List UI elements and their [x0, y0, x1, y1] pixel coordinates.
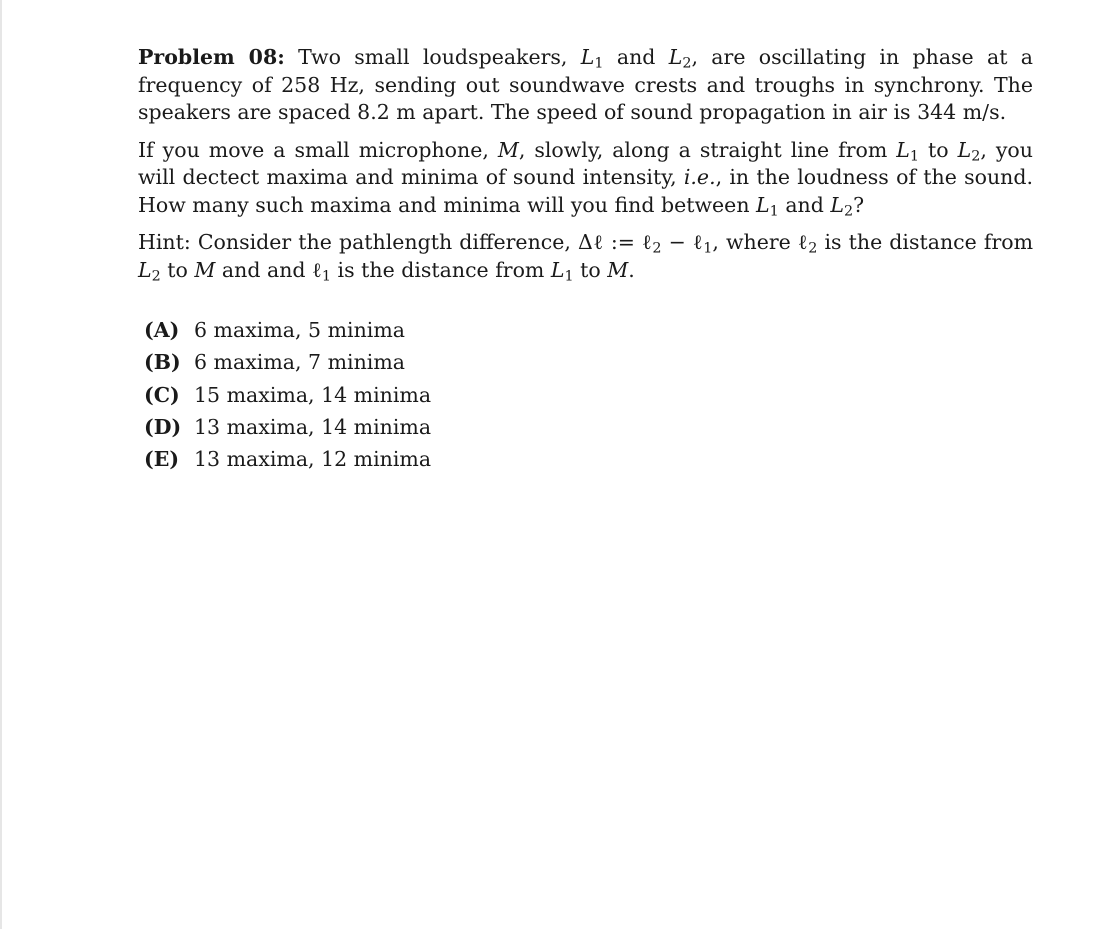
math-L1: $L_1$ — [756, 192, 779, 220]
choice-letter: (D) — [144, 414, 182, 439]
text-span: to — [573, 257, 608, 282]
text-span: , slowly, along a straight line from — [518, 137, 897, 162]
text-span: , in the loudness of the sound. How many such maxima and minima will you find between — [138, 165, 1033, 217]
choice-text: 13 maxima, 14 minima — [194, 414, 432, 439]
choice-a[interactable] — [144, 318, 431, 350]
text-span: to — [160, 257, 195, 282]
hint-paragraph — [138, 229, 1033, 284]
choice-text: 15 maxima, 14 minima — [194, 382, 432, 407]
math-ell1: ℓ$_1$ — [312, 257, 332, 285]
math-ell1: ℓ$_1$ — [692, 230, 713, 257]
choice-letter: (E) — [144, 447, 180, 472]
math-L1: $L_1$ — [580, 45, 604, 72]
math-L2: $L_2$ — [138, 257, 161, 285]
text-span: and — [778, 192, 831, 217]
choice-text: 6 maxima, 5 minima — [194, 318, 406, 342]
math-ell2: ℓ$_2$ — [797, 230, 818, 257]
math-M: M — [194, 257, 216, 282]
text-span: , where — [712, 230, 798, 254]
text-span: ? — [853, 192, 865, 217]
text-span: is the distance from — [817, 230, 1034, 254]
math-L2: $L_2$ — [668, 45, 692, 72]
choice-letter: (C) — [144, 382, 180, 407]
page-edge-line — [0, 0, 2, 929]
math-M: M — [607, 257, 629, 282]
text-span: is the distance from — [331, 257, 551, 282]
problem-paragraph-2 — [138, 137, 1033, 220]
text-span: If you move a small microphone, — [138, 137, 498, 162]
text-span: . — [628, 257, 635, 282]
choice-c[interactable] — [144, 383, 431, 415]
text-span: Hint: Consider the pathlength difference, Δ — [138, 230, 593, 254]
choice-letter: (A) — [144, 318, 180, 342]
problem-label: Problem 08: — [138, 45, 285, 69]
math-M: M — [497, 137, 519, 162]
math-L2: $L_2$ — [957, 137, 981, 165]
choice-text: 13 maxima, 12 minima — [194, 447, 432, 472]
choice-e[interactable] — [144, 447, 431, 479]
text-span: , you will dectect maxima and minima of sound intensity, — [138, 137, 1033, 189]
text-span: and — [603, 45, 669, 69]
text-span: := — [603, 230, 642, 254]
answer-choices — [144, 318, 431, 479]
choice-d[interactable] — [144, 415, 431, 447]
problem-paragraph-1 — [138, 44, 1033, 127]
math-ell: ℓ — [592, 230, 604, 254]
text-span: − — [661, 230, 693, 254]
text-span: Two small loudspeakers, — [284, 45, 581, 69]
choice-text: 6 maxima, 7 minima — [194, 350, 406, 375]
text-span: to — [919, 137, 958, 162]
math-L2: $L_2$ — [830, 192, 854, 220]
text-span: , are oscillating in phase at a frequency of 258 Hz, sending out soundwave crests and troughs in synchrony. The speakers are spaced 8.2 m apart. The speed of sound propagation in air is 344 m/s. — [138, 45, 1033, 124]
choice-letter: (B) — [144, 350, 181, 375]
text-span: and and — [215, 257, 313, 282]
text-ie: i.e. — [683, 165, 716, 189]
math-L1: $L_1$ — [896, 137, 920, 165]
problem-statement — [138, 44, 1033, 284]
choice-b[interactable] — [144, 350, 431, 382]
math-ell2: ℓ$_2$ — [642, 230, 662, 257]
math-L1: $L_1$ — [550, 257, 574, 285]
